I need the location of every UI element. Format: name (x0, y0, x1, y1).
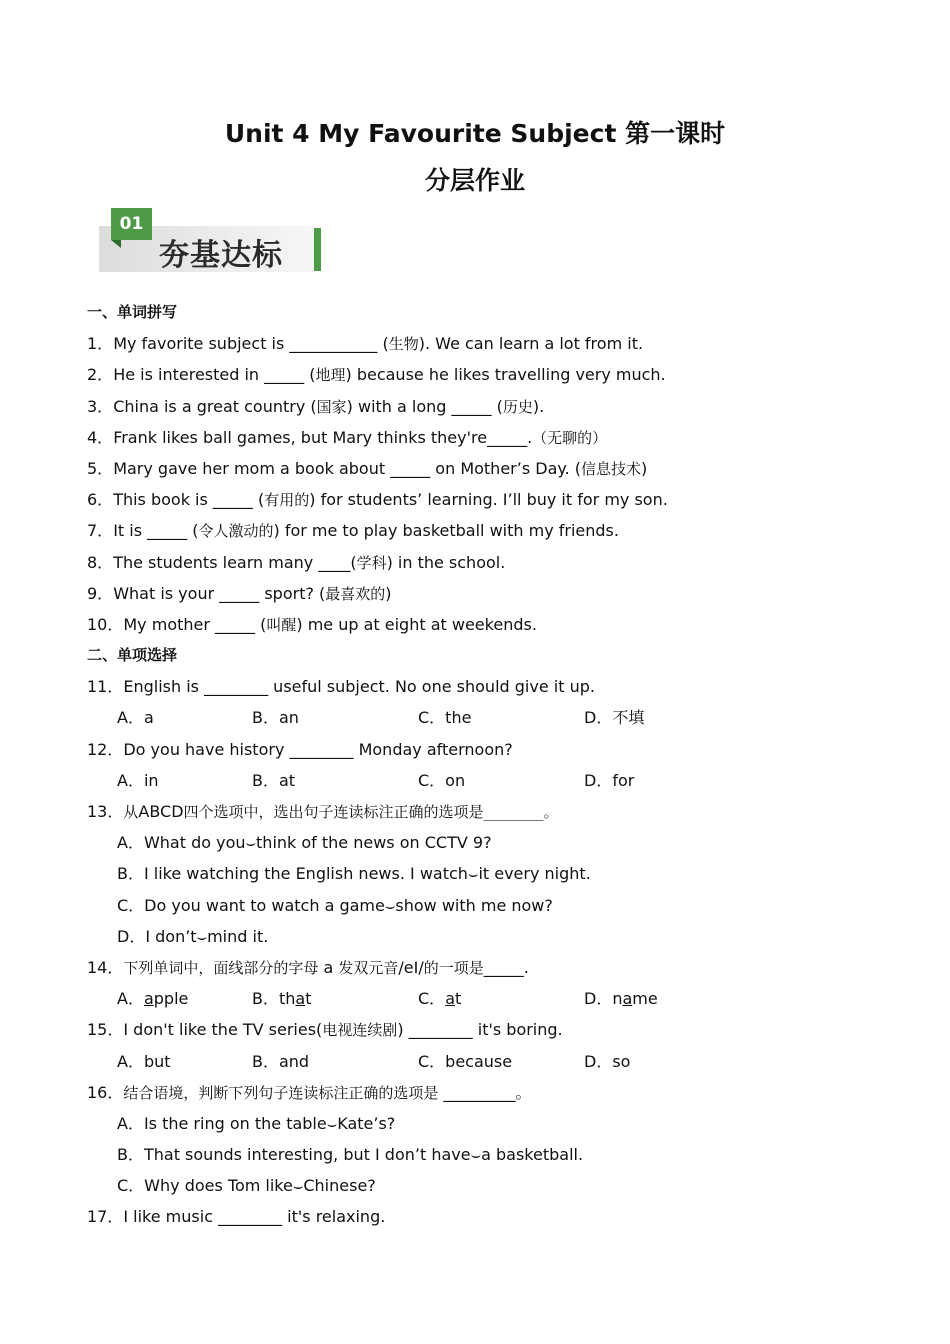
banner-bar (314, 228, 321, 271)
option-a: A．but (117, 1051, 171, 1071)
option-b: B．that (252, 989, 312, 1009)
question-11-options (87, 702, 877, 733)
option-b: B．an (252, 708, 299, 728)
option-c: C．on (418, 770, 466, 790)
option-a: A．a (117, 708, 154, 728)
question-11: 11．English is ________ useful subject. No one should give it up. (87, 677, 595, 697)
banner-text: 夯基达标 (159, 238, 283, 273)
question-3: 3．China is a great country (国家) with a long _____ (历史). (87, 396, 545, 416)
option-c: C．at (418, 989, 462, 1009)
banner-number: 01 (111, 208, 152, 240)
question-9: 9．What is your _____ sport? (最喜欢的) (87, 583, 392, 603)
option-a: A．apple (117, 989, 189, 1009)
question-10: 10．My mother _____ (叫醒) me up at eight at weekends. (87, 614, 537, 634)
question-6: 6．This book is _____ (有用的) for students’ learning. I’ll buy it for my son. (87, 490, 668, 510)
question-13-option-a: A．What do you⌣think of the news on CCTV 9? (117, 833, 492, 853)
question-14: 14．下列单词中，面线部分的字母 a 发双元音/eI/的一项是_____. (87, 957, 529, 977)
section2-heading: 二、单项选择 (87, 646, 178, 665)
page-subtitle: 分层作业 (424, 166, 525, 195)
option-c: C．the (418, 708, 472, 728)
option-d: D．不填 (584, 708, 645, 728)
question-12: 12．Do you have history ________ Monday afternoon? (87, 739, 513, 759)
option-a: A．in (117, 770, 159, 790)
page-title: Unit 4 My Favourite Subject 第一课时 (224, 119, 726, 148)
option-d: D．name (584, 989, 658, 1009)
question-1: 1．My favorite subject is ___________ (生物). We can learn a lot from it. (87, 334, 644, 354)
question-13: 13．从ABCD四个选项中，选出句子连读标注正确的选项是________。 (87, 802, 559, 821)
question-7: 7．It is _____ (令人激动的) for me to play basketball with my friends. (87, 521, 619, 541)
option-c: C．because (418, 1051, 513, 1071)
question-17: 17．I like music ________ it's relaxing. (87, 1207, 386, 1227)
banner-fold (111, 240, 121, 248)
question-4: 4．Frank likes ball games, but Mary thinks they're_____.（无聊的） (87, 427, 608, 447)
question-2: 2．He is interested in _____ (地理) because he likes travelling very much. (87, 365, 666, 385)
question-16: 16．结合语境，判断下列句子连读标注正确的选项是 _________。 (87, 1082, 532, 1102)
question-16-option-c: C．Why does Tom like⌣Chinese? (117, 1176, 376, 1196)
question-14-options (87, 983, 877, 1014)
question-13-option-b: B．I like watching the English news. I watch⌣it every night. (117, 864, 591, 884)
section-banner (99, 208, 325, 272)
option-b: B．at (252, 770, 296, 790)
question-8: 8．The students learn many ____(学科) in the school. (87, 552, 506, 572)
option-b: B．and (252, 1051, 310, 1071)
question-13-option-c: C．Do you want to watch a game⌣show with me now? (117, 895, 553, 915)
question-15-options (87, 1046, 877, 1077)
question-13-option-d: D．I don’t⌣mind it. (117, 926, 269, 946)
exercise-content (87, 297, 877, 1233)
option-d: D．so (584, 1051, 631, 1071)
question-5: 5．Mary gave her mom a book about _____ on Mother’s Day. (信息技术) (87, 458, 648, 478)
question-16-option-a: A．Is the ring on the table⌣Kate’s? (117, 1113, 396, 1133)
question-12-options (87, 765, 877, 796)
question-16-option-b: B．That sounds interesting, but I don’t have⌣a basketball. (117, 1145, 584, 1165)
question-15: 15．I don't like the TV series(电视连续剧) ________ it's boring. (87, 1020, 563, 1040)
section1-heading: 一、单词拼写 (87, 303, 178, 321)
option-d: D．for (584, 770, 635, 790)
